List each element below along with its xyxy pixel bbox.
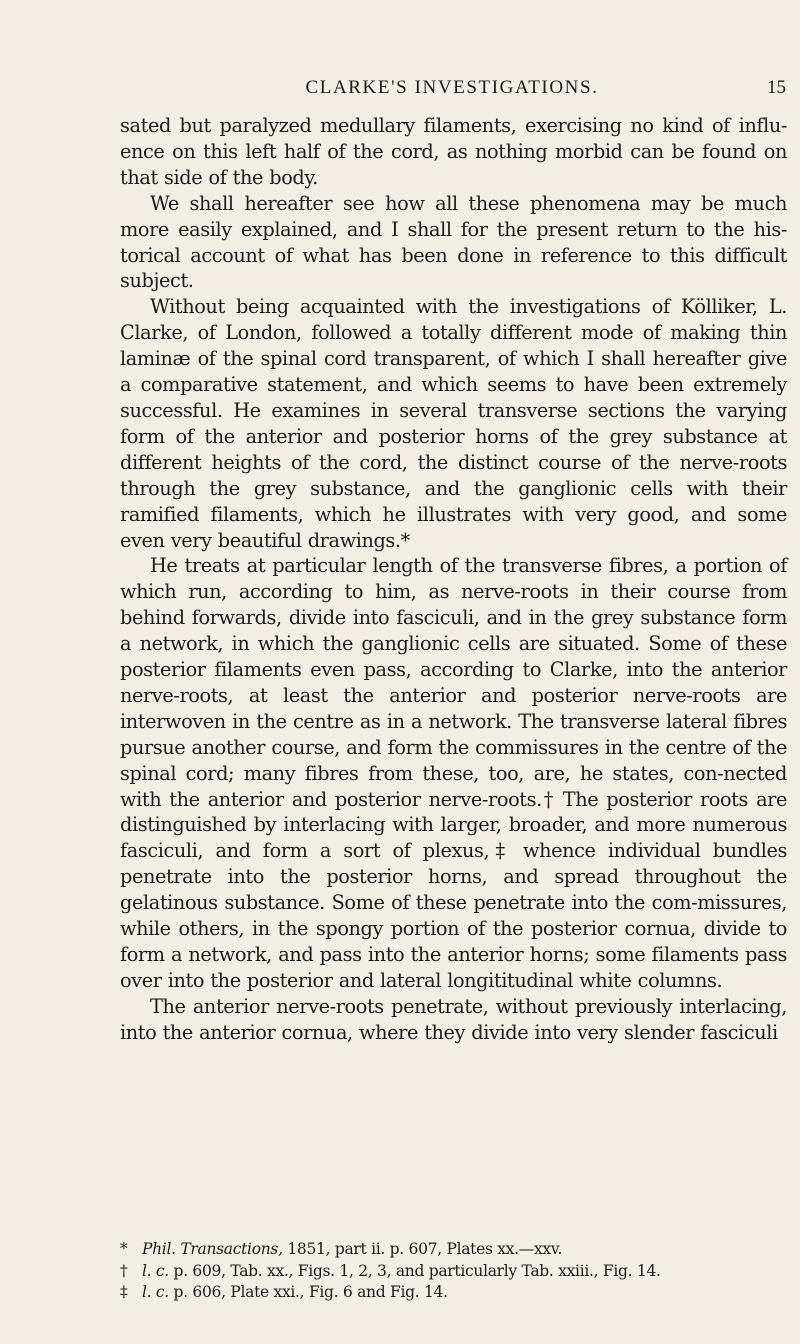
- footnote-mark: †: [120, 1261, 128, 1280]
- paragraph: Without being acquainted with the investigations of Kölliker, L. Clarke, of London, followed a totally different mode of making thin laminæ of the spinal cord transparent, of which I shall hereafter give a comparative statement, and which seems to have been extremely successful. He examines in several transverse sections the varying form of the anterior and posterior horns of the grey substance at different heights of the cord, the distinct course of the nerve-roots through the grey substance, and the ganglionic cells with their ramified filaments, which he illustrates with very good, and some even very beautiful drawings.*: [120, 295, 787, 552]
- footnote-text: p. 606, Plate xxi., Fig. 6 and Fig. 14.: [168, 1283, 448, 1301]
- footnote: [120, 1239, 787, 1261]
- paragraph: sated but paralyzed medullary filaments, exercising no kind of influ-ence on this left half of the cord, as nothing morbid can be found on that side of the body.: [120, 114, 787, 189]
- paragraph: We shall hereafter see how all these phenomena may be much more easily explained, and I shall for the present return to the his-torical account of what has been done in reference to this difficult subject.: [120, 191, 787, 293]
- footnote-mark: *: [120, 1240, 128, 1258]
- running-head-title: CLARKE'S INVESTIGATIONS.: [305, 77, 599, 98]
- paragraph: He treats at particular length of the transverse fibres, a portion of which run, according to him, as nerve-roots in their course from behind forwards, divide into fasciculi, and in the grey substance form a network, in which the ganglionic cells are situated. Some of these posterior filaments even pass, according to Clarke, into the anterior nerve-roots, at least the anterior and posterior nerve-roots are interwoven in the centre as in a network. The transverse lateral fibres pursue another course, and form the commissures in the centre of the spinal cord; many fibres from these, too, are, he states, con-nected with the anterior and posterior nerve-roots.† The posterior roots are distinguished by interlacing with larger, broader, and more numerous fasciculi, and form a sort of plexus,‡ whence individual bundles penetrate into the posterior horns, and spread throughout the gelatinous substance. Some of these penetrate into the com-missures, while others, in the spongy portion of the posterior cornua, divide to form a network, and pass into the anterior horns; some filaments pass over into the posterior and lateral longititudinal white columns.: [120, 554, 787, 992]
- footnote-source: Phil. Transactions,: [142, 1240, 283, 1258]
- footnote-source: l. c.: [142, 1283, 169, 1301]
- body-text: [120, 113, 787, 1046]
- footnote-text: p. 609, Tab. xx., Figs. 1, 2, 3, and particularly Tab. xxiii., Fig. 14.: [168, 1261, 661, 1280]
- footnote-mark: ‡: [120, 1283, 128, 1301]
- footnote: [120, 1282, 787, 1304]
- footnote-source: l. c.: [142, 1261, 169, 1280]
- footnote: [120, 1261, 787, 1283]
- paragraph: The anterior nerve-roots penetrate, without previously interlacing, into the anterior cornua, where they divide into very slender fasciculi: [120, 994, 787, 1044]
- footnotes: [120, 1239, 787, 1304]
- footnote-text: 1851, part ii. p. 607, Plates xx.—xxv.: [282, 1240, 563, 1258]
- running-head: [118, 77, 786, 107]
- page-number: 15: [767, 77, 786, 98]
